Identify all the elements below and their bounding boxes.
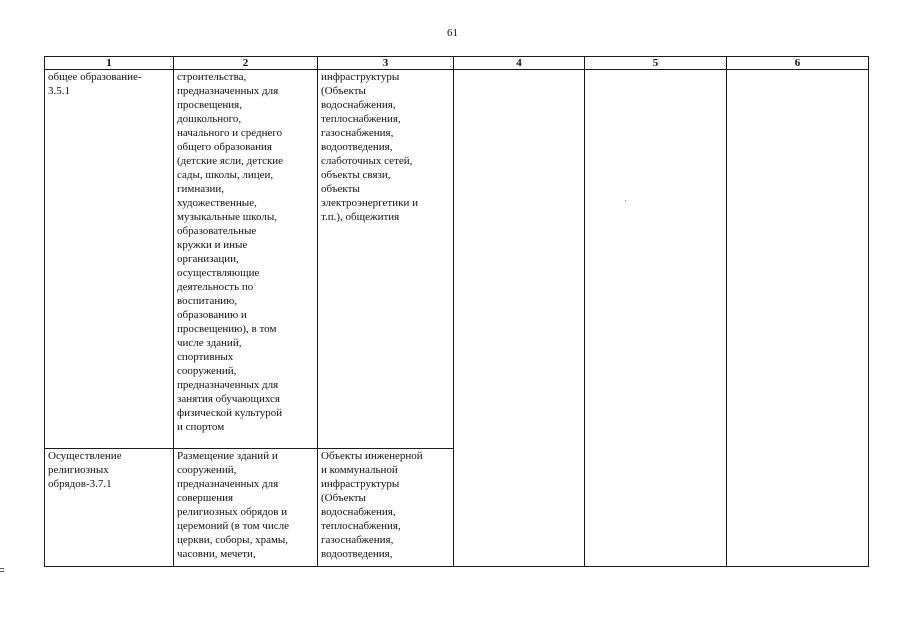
cell-auxiliary-use: инфраструктуры (Объекты водоснабжения, теплоснабжения, газоснабжения, водоотведения, слаботочных сетей, объекты связи, объекты электроэнергетики и т.п.), общежития bbox=[318, 70, 454, 449]
cell-column-5 bbox=[585, 70, 727, 567]
column-header-1: 1 bbox=[45, 57, 174, 70]
column-header-4: 4 bbox=[454, 57, 585, 70]
scan-speck bbox=[625, 200, 626, 201]
table-header-row bbox=[45, 57, 869, 70]
page-number: 61 bbox=[447, 27, 458, 39]
cell-main-use-description: строительства, предназначенных для просвещения, дошкольного, начального и среднего общего образования (детские ясли, детские сады, школы, лицеи, гимназии, художественные, музыкальные школы, образовательные кружки и иные организации, осуществляющие деятельность по воспитанию, образованию и просвещению), в том числе зданий, спортивных сооружений, предназначенных для занятия обучающихся физической культурой и спортом bbox=[174, 70, 318, 449]
cell-auxiliary-use: Объекты инженерной и коммунальной инфраструктуры (Объекты водоснабжения, теплоснабжения, газоснабжения, водоотведения, bbox=[318, 449, 454, 567]
land-use-table bbox=[44, 56, 869, 567]
cell-land-use-type: Осуществление религиозных обрядов-3.7.1 bbox=[45, 449, 174, 567]
cell-column-4 bbox=[454, 70, 585, 567]
cell-land-use-type: общее образование- 3.5.1 bbox=[45, 70, 174, 449]
cell-main-use-description: Размещение зданий и сооружений, предназначенных для совершения религиозных обрядов и церемоний (в том числе церкви, соборы, храмы, часовни, мечети, bbox=[174, 449, 318, 567]
table-container bbox=[44, 56, 869, 567]
margin-scan-mark bbox=[0, 568, 4, 575]
column-header-3: 3 bbox=[318, 57, 454, 70]
column-header-2: 2 bbox=[174, 57, 318, 70]
table-row bbox=[45, 70, 869, 449]
column-header-5: 5 bbox=[585, 57, 727, 70]
column-header-6: 6 bbox=[727, 57, 869, 70]
cell-column-6 bbox=[727, 70, 869, 567]
